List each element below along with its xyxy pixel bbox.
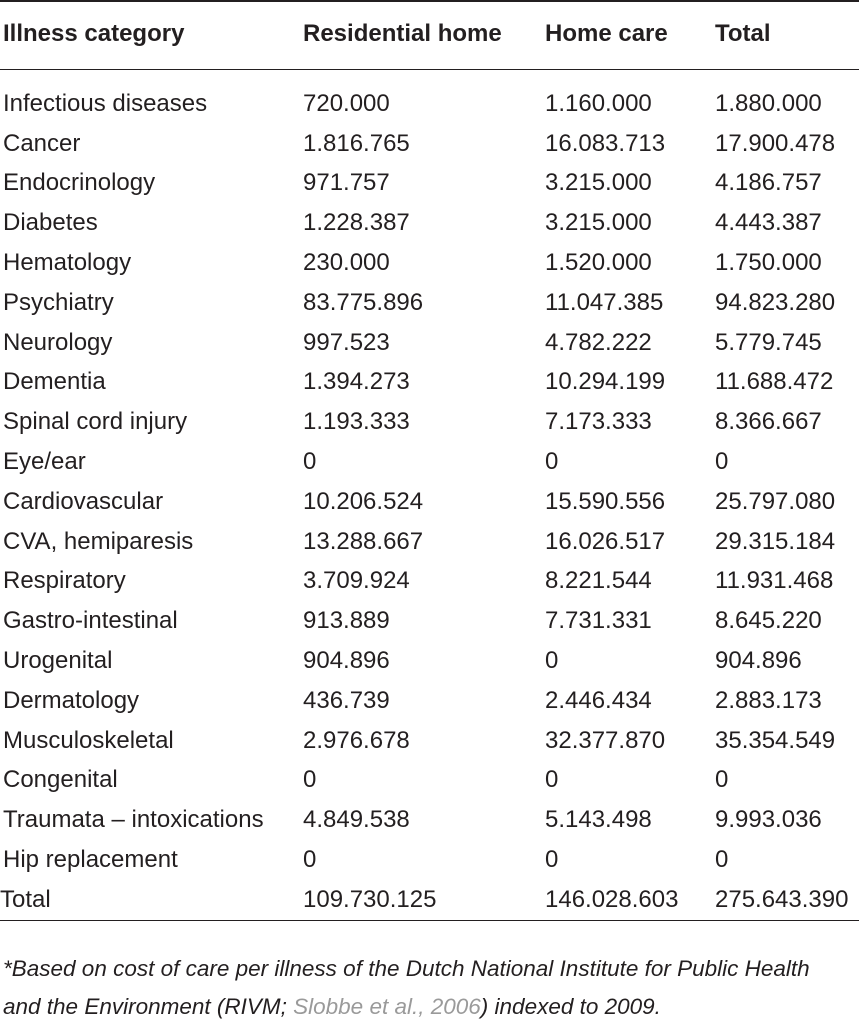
cell-home-care: 0 (545, 766, 559, 794)
cell-residential-home: 913.889 (303, 607, 390, 635)
table-header (0, 1, 859, 70)
table-row (0, 482, 859, 522)
cell-illness-category: Congenital (3, 766, 118, 794)
cell-home-care: 16.026.517 (545, 527, 666, 555)
cell-home-care: 4.782.222 (545, 328, 652, 356)
cell-home-care: 10.294.199 (545, 368, 666, 396)
table-row (0, 283, 859, 323)
cell-illness-category: CVA, hemiparesis (3, 527, 194, 555)
table-row (0, 681, 859, 721)
cell-total: 17.900.478 (715, 129, 836, 157)
table-row (0, 800, 859, 840)
cell-home-care: 3.215.000 (545, 209, 652, 237)
cell-illness-category: Endocrinology (3, 169, 156, 197)
cell-total: 8.645.220 (715, 607, 822, 635)
cell-home-care: 1.520.000 (545, 249, 652, 277)
footnote-text: and the Environment (RIVM; (3, 994, 294, 1019)
cell-total: 94.823.280 (715, 288, 836, 316)
header-label: Total (715, 19, 771, 47)
table-row (0, 721, 859, 761)
cell-home-care: 0 (545, 846, 559, 874)
cell-illness-category: Psychiatry (3, 288, 114, 316)
cell-total: 4.186.757 (715, 169, 822, 197)
table-row (0, 243, 859, 283)
header-illness-category (0, 1, 303, 70)
header-label: Residential home (303, 19, 502, 47)
cell-total: 0 (715, 846, 729, 874)
table-row (0, 601, 859, 641)
cell-residential-home: 0 (303, 766, 317, 794)
footnote-line-2 (3, 988, 859, 1026)
cell-residential-home: 2.976.678 (303, 726, 410, 754)
cell-illness-category: Dermatology (3, 686, 140, 714)
cell-total: 5.779.745 (715, 328, 822, 356)
cell-residential-home: 83.775.896 (303, 288, 424, 316)
cell-total: 4.443.387 (715, 209, 822, 237)
cell-illness-category: Neurology (3, 328, 113, 356)
cell-home-care: 1.160.000 (545, 89, 652, 117)
cell-residential-home: 4.849.538 (303, 806, 410, 834)
cell-total: 29.315.184 (715, 527, 836, 555)
cell-illness-category: Hip replacement (3, 846, 178, 874)
header-home-care (545, 1, 711, 70)
cell-home-care: 32.377.870 (545, 726, 666, 754)
cell-residential-home: 1.193.333 (303, 408, 410, 436)
footnote-text: ) indexed to 2009. (480, 994, 661, 1019)
cell-home-care: 8.221.544 (545, 567, 652, 595)
cell-residential-home: 904.896 (303, 647, 390, 675)
cell-home-care: 0 (545, 647, 559, 675)
header-total (711, 1, 859, 70)
cell-total: 8.366.667 (715, 408, 822, 436)
cell-illness-category: Traumata – intoxications (3, 806, 264, 834)
cell-total: 9.993.036 (715, 806, 822, 834)
citation-link[interactable]: Slobbe et al., 2006 (293, 994, 481, 1019)
cell-illness-category: Respiratory (3, 567, 126, 595)
table-row (0, 124, 859, 164)
table-row (0, 880, 859, 921)
cell-home-care: 15.590.556 (545, 487, 666, 515)
cell-home-care: 0 (545, 448, 559, 476)
cell-total: 11.688.472 (715, 368, 834, 396)
table-footnote (3, 950, 859, 1026)
cell-residential-home: 1.228.387 (303, 209, 410, 237)
cell-total: 2.883.173 (715, 686, 822, 714)
table-row (0, 442, 859, 482)
cell-residential-home: 0 (303, 846, 317, 874)
cell-illness-category: Infectious diseases (3, 89, 208, 117)
cell-illness-category: Cancer (3, 129, 81, 157)
cell-illness-category: Diabetes (3, 209, 98, 237)
cell-residential-home: 230.000 (303, 249, 390, 277)
cell-total: 11.931.468 (715, 567, 834, 595)
table-body (0, 70, 859, 921)
table-row (0, 323, 859, 363)
cell-home-care: 16.083.713 (545, 129, 666, 157)
cell-total: 0 (715, 766, 729, 794)
cell-home-care: 146.028.603 (545, 880, 711, 921)
cell-illness-category: Eye/ear (3, 448, 86, 476)
cell-residential-home: 109.730.125 (303, 880, 545, 921)
table-row (0, 164, 859, 204)
cell-residential-home: 0 (303, 448, 317, 476)
cell-illness-category: Spinal cord injury (3, 408, 188, 436)
table-row (0, 402, 859, 442)
cell-residential-home: 13.288.667 (303, 527, 424, 555)
cell-illness-category: Urogenital (3, 647, 113, 675)
table-row (0, 522, 859, 562)
table-row (0, 761, 859, 801)
cell-illness-category: Dementia (3, 368, 106, 396)
cell-residential-home: 720.000 (303, 89, 390, 117)
table-row (0, 641, 859, 681)
cell-home-care: 5.143.498 (545, 806, 652, 834)
header-label: Illness category (3, 19, 185, 47)
cell-total: 1.880.000 (715, 89, 822, 117)
header-residential-home (303, 1, 545, 70)
cell-total: 25.797.080 (715, 487, 836, 515)
cell-residential-home: 1.816.765 (303, 129, 410, 157)
cell-total: 1.750.000 (715, 249, 822, 277)
cell-home-care: 3.215.000 (545, 169, 652, 197)
cell-total: 904.896 (715, 647, 802, 675)
header-label: Home care (545, 19, 668, 47)
header-row (0, 1, 859, 70)
table-row (0, 363, 859, 403)
cell-residential-home: 3.709.924 (303, 567, 410, 595)
cell-illness-category: Total (0, 880, 303, 921)
cell-home-care: 11.047.385 (545, 288, 664, 316)
cell-home-care: 2.446.434 (545, 686, 652, 714)
cell-residential-home: 997.523 (303, 328, 390, 356)
cell-residential-home: 436.739 (303, 686, 390, 714)
cell-home-care: 7.173.333 (545, 408, 652, 436)
cell-illness-category: Gastro-intestinal (3, 607, 178, 635)
table-row (0, 203, 859, 243)
cell-residential-home: 971.757 (303, 169, 390, 197)
cell-illness-category: Hematology (3, 249, 132, 277)
table-row (0, 70, 859, 124)
cell-residential-home: 10.206.524 (303, 487, 424, 515)
cell-home-care: 7.731.331 (545, 607, 652, 635)
table-row (0, 840, 859, 880)
footnote-line-1: *Based on cost of care per illness of the Dutch National Institute for Public Health (3, 956, 810, 981)
cell-total: 35.354.549 (715, 726, 836, 754)
table-row (0, 562, 859, 602)
cell-residential-home: 1.394.273 (303, 368, 410, 396)
cell-total: 275.643.390 (711, 880, 859, 921)
cell-illness-category: Cardiovascular (3, 487, 164, 515)
cell-illness-category: Musculoskeletal (3, 726, 174, 754)
cell-total: 0 (715, 448, 729, 476)
